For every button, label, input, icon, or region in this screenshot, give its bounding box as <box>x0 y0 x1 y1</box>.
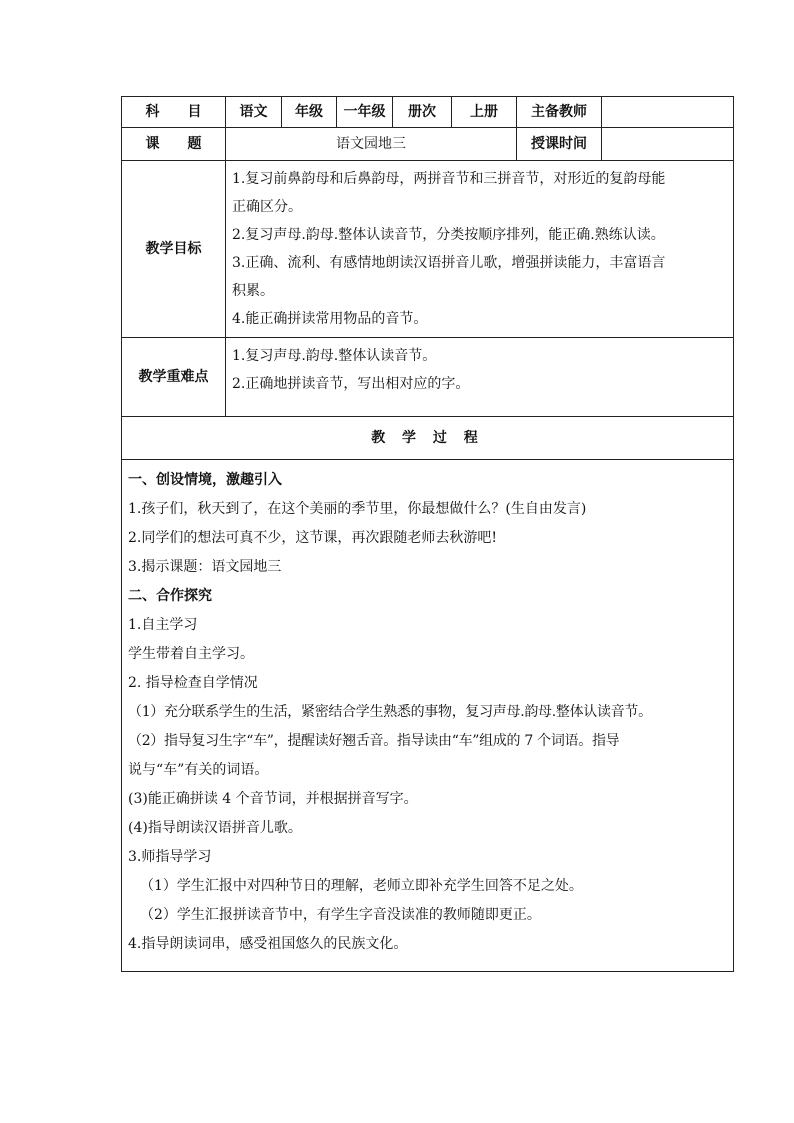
process-line: 学生带着自主学习。 <box>128 646 254 662</box>
subject-label: 科 目 <box>122 97 226 128</box>
volume-label: 册次 <box>393 97 452 128</box>
key-point-line: 1.复习声母.韵母.整体认读音节。 <box>232 348 437 364</box>
objectives-label: 教学目标 <box>122 161 226 338</box>
topic-label: 课 题 <box>122 128 226 161</box>
topic-row <box>122 128 734 161</box>
process-line: （2）学生汇报拼读音节中，有学生字音没读准的教师随即更正。 <box>140 907 541 923</box>
teacher-label: 主备教师 <box>517 97 602 128</box>
time-label: 授课时间 <box>517 128 602 161</box>
process-line: (3)能正确拼读 4 个音节词，并根据拼音写字。 <box>128 791 418 807</box>
key-points-row <box>122 338 734 417</box>
time-value <box>602 128 734 161</box>
objective-line: 4.能正确拼读常用物品的音节。 <box>232 311 428 327</box>
process-line: 3.揭示课题：语文园地三 <box>128 559 282 575</box>
process-line: 1.自主学习 <box>128 617 198 633</box>
objective-line: 2.复习声母.韵母.整体认读音节，分类按顺序排列，能正确.熟练认读。 <box>232 227 665 243</box>
process-content <box>122 460 734 972</box>
process-line: 1.孩子们，秋天到了，在这个美丽的季节里，你最想做什么？(生自由发言) <box>128 501 587 517</box>
objectives-content <box>226 161 734 338</box>
key-points-label: 教学重难点 <box>122 338 226 417</box>
grade-value: 一年级 <box>337 97 393 128</box>
grade-label: 年级 <box>282 97 337 128</box>
process-line: （1）学生汇报中对四种节日的理解，老师立即补充学生回答不足之处。 <box>140 878 583 894</box>
process-section-heading: 一、创设情境，激趣引入 <box>128 472 282 488</box>
teacher-value <box>602 97 734 128</box>
process-title-row <box>122 417 734 460</box>
process-row <box>122 460 734 972</box>
header-row <box>122 97 734 128</box>
process-title: 教 学 过 程 <box>122 417 734 460</box>
objective-line: 积累。 <box>232 283 274 299</box>
process-line: 4.指导朗读词串，感受祖国悠久的民族文化。 <box>128 936 408 952</box>
process-line: 2.同学们的想法可真不少，这节课，再次跟随老师去秋游吧! <box>128 530 497 546</box>
process-section-heading: 二、合作探究 <box>128 588 212 604</box>
objective-line: 正确区分。 <box>232 199 302 215</box>
key-points-content <box>226 338 734 417</box>
key-point-line: 2.正确地拼读音节，写出相对应的字。 <box>232 376 470 392</box>
lesson-plan-table <box>121 96 734 972</box>
volume-value: 上册 <box>452 97 517 128</box>
process-line: （1）充分联系学生的生活，紧密结合学生熟悉的事物，复习声母.韵母.整体认读音节。 <box>128 704 652 720</box>
process-line: 2. 指导检查自学情况 <box>128 675 258 691</box>
process-line: 说与“车”有关的词语。 <box>128 762 269 778</box>
objectives-row <box>122 161 734 338</box>
process-line: （2）指导复习生字“车”，提醒读好翘舌音。指导读由“车”组成的 7 个词语。指导 <box>128 733 620 749</box>
process-line: 3.师指导学习 <box>128 849 212 865</box>
subject-value: 语文 <box>226 97 282 128</box>
objective-line: 3.正确、流利、有感情地朗读汉语拼音儿歌，增强拼读能力，丰富语言 <box>232 255 666 271</box>
process-line: (4)指导朗读汉语拼音儿歌。 <box>128 820 302 836</box>
topic-value: 语文园地三 <box>226 128 517 161</box>
objective-line: 1.复习前鼻韵母和后鼻韵母，两拼音节和三拼音节，对形近的复韵母能 <box>232 171 666 187</box>
